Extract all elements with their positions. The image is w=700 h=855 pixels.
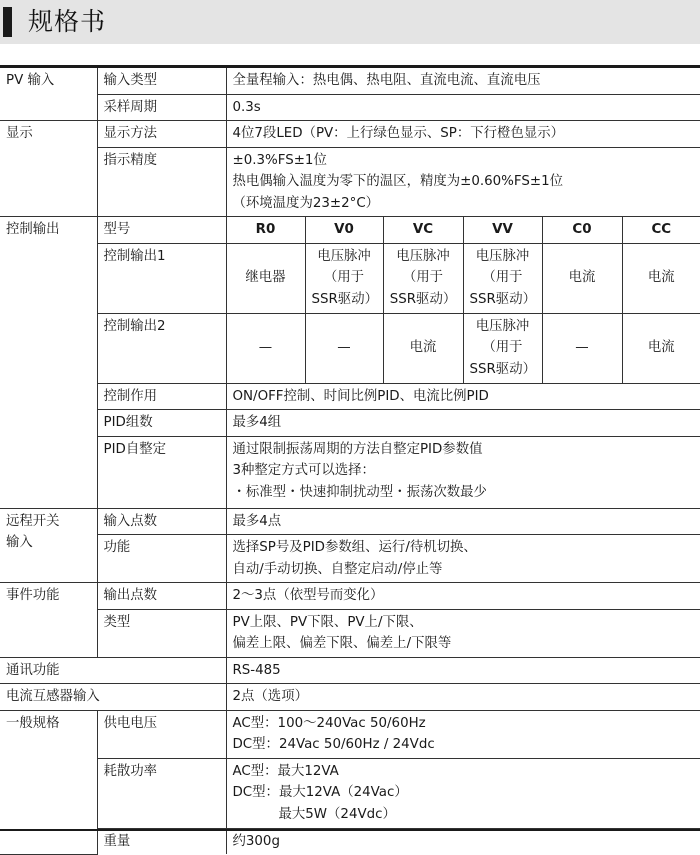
out1-vc: 电压脉冲 （用于 SSR驱动） — [383, 243, 463, 313]
label-power: 供电电压 — [97, 710, 226, 758]
table-row — [0, 583, 700, 610]
out1-r0: 继电器 — [226, 243, 305, 313]
category-control-output: 控制输出 — [0, 217, 97, 509]
value-input-type: 全量程输入：热电偶、热电阻、直流电流、直流电压 — [226, 68, 700, 94]
autotune-line: ・标准型・快速抑制扰动型・振荡次数最少 — [232, 484, 487, 500]
model-cc: CC — [622, 217, 700, 244]
accuracy-line: 热电偶输入温度为零下的温区，精度为±0.60%FS±1位 — [232, 174, 563, 189]
table-row — [0, 535, 700, 583]
value-dissipation: AC型：最大12VA DC型：最大12VA（24Vac） 最大5W（24Vdc） — [226, 758, 700, 828]
value-sampling: 0.3s — [226, 94, 700, 121]
table-row — [0, 710, 700, 758]
table-row — [0, 94, 700, 121]
value-comm: RS-485 — [226, 657, 700, 684]
table-row — [0, 68, 700, 94]
label-output-1: 控制输出1 — [97, 243, 226, 313]
label-sampling: 采样周期 — [97, 94, 226, 121]
table-row — [0, 147, 700, 217]
table-row — [0, 758, 700, 828]
category-display: 显示 — [0, 121, 97, 217]
label-pid-groups: PID组数 — [97, 410, 226, 437]
value-accuracy — [226, 147, 700, 217]
autotune-line: 通过限制振荡周期的方法自整定PID参数值 — [232, 441, 483, 457]
label-input-points: 输入点数 — [97, 508, 226, 535]
table-row — [0, 684, 700, 711]
out2-v0: — — [305, 313, 383, 383]
out1-v0: 电压脉冲 （用于 SSR驱动） — [305, 243, 383, 313]
out2-vv: 电压脉冲 （用于 SSR驱动） — [463, 313, 542, 383]
table-row — [0, 609, 700, 657]
label-function: 功能 — [97, 535, 226, 583]
label-display-method: 显示方法 — [97, 121, 226, 148]
accuracy-line: （环境温度为23±2°C） — [232, 195, 380, 211]
label-comm: 通讯功能 — [0, 657, 226, 684]
model-vc: VC — [383, 217, 463, 244]
table-row — [0, 508, 700, 535]
category-event: 事件功能 — [0, 583, 97, 658]
label-dissipation: 耗散功率 — [97, 758, 226, 828]
value-power: AC型：100～240Vac 50/60Hz DC型：24Vac 50/60Hz / 24Vdc — [226, 710, 700, 758]
value-control-action: ON/OFF控制、时间比例PID、电流比例PID — [226, 383, 700, 410]
label-event-type: 类型 — [97, 609, 226, 657]
table-row — [0, 657, 700, 684]
table-row — [0, 383, 700, 410]
value-weight: 约300g — [226, 828, 700, 854]
value-output-points: 2～3点（依型号而变化） — [226, 583, 700, 610]
value-function: 选择SP号及PID参数组、运行/待机切换、 自动/手动切换、自整定启动/停止等 — [226, 535, 700, 583]
label-autotune: PID自整定 — [97, 436, 226, 508]
out1-vv: 电压脉冲 （用于 SSR驱动） — [463, 243, 542, 313]
bottom-rule — [0, 829, 700, 831]
out2-c0: — — [542, 313, 622, 383]
label-output-points: 输出点数 — [97, 583, 226, 610]
table-row — [0, 243, 700, 313]
out2-vc: 电流 — [383, 313, 463, 383]
table-row — [0, 313, 700, 383]
table-row — [0, 410, 700, 437]
spec-table — [0, 68, 700, 855]
value-ct-input: 2点（选项） — [226, 684, 700, 711]
value-pid-groups: 最多4组 — [226, 410, 700, 437]
table-row — [0, 121, 700, 148]
accuracy-line: ±0.3%FS±1位 — [232, 152, 327, 168]
header-accent-bar — [3, 7, 12, 37]
page-title: 规格书 — [28, 7, 107, 36]
table-row — [0, 217, 700, 244]
model-c0: C0 — [542, 217, 622, 244]
value-input-points: 最多4点 — [226, 508, 700, 535]
page-header — [0, 0, 700, 44]
value-event-type: PV上限、PV下限、PV上/下限、 偏差上限、偏差下限、偏差上/下限等 — [226, 609, 700, 657]
label-ct-input: 电流互感器输入 — [0, 684, 226, 711]
model-r0: R0 — [226, 217, 305, 244]
category-general: 一般规格 — [0, 710, 97, 854]
label-weight: 重量 — [97, 828, 226, 854]
out2-r0: — — [226, 313, 305, 383]
value-autotune — [226, 436, 700, 508]
out1-cc: 电流 — [622, 243, 700, 313]
category-pv-input: PV 输入 — [0, 68, 97, 121]
value-display-method: 4位7段LED（PV：上行绿色显示、SP：下行橙色显示） — [226, 121, 700, 148]
label-accuracy: 指示精度 — [97, 147, 226, 217]
label-input-type: 输入类型 — [97, 68, 226, 94]
label-model: 型号 — [97, 217, 226, 244]
model-vv: VV — [463, 217, 542, 244]
model-v0: V0 — [305, 217, 383, 244]
label-control-action: 控制作用 — [97, 383, 226, 410]
label-output-2: 控制输出2 — [97, 313, 226, 383]
table-row — [0, 828, 700, 854]
autotune-line: 3种整定方式可以选择： — [232, 463, 375, 478]
category-remote-input: 远程开关 输入 — [0, 508, 97, 583]
out2-cc: 电流 — [622, 313, 700, 383]
out1-c0: 电流 — [542, 243, 622, 313]
table-row — [0, 436, 700, 508]
